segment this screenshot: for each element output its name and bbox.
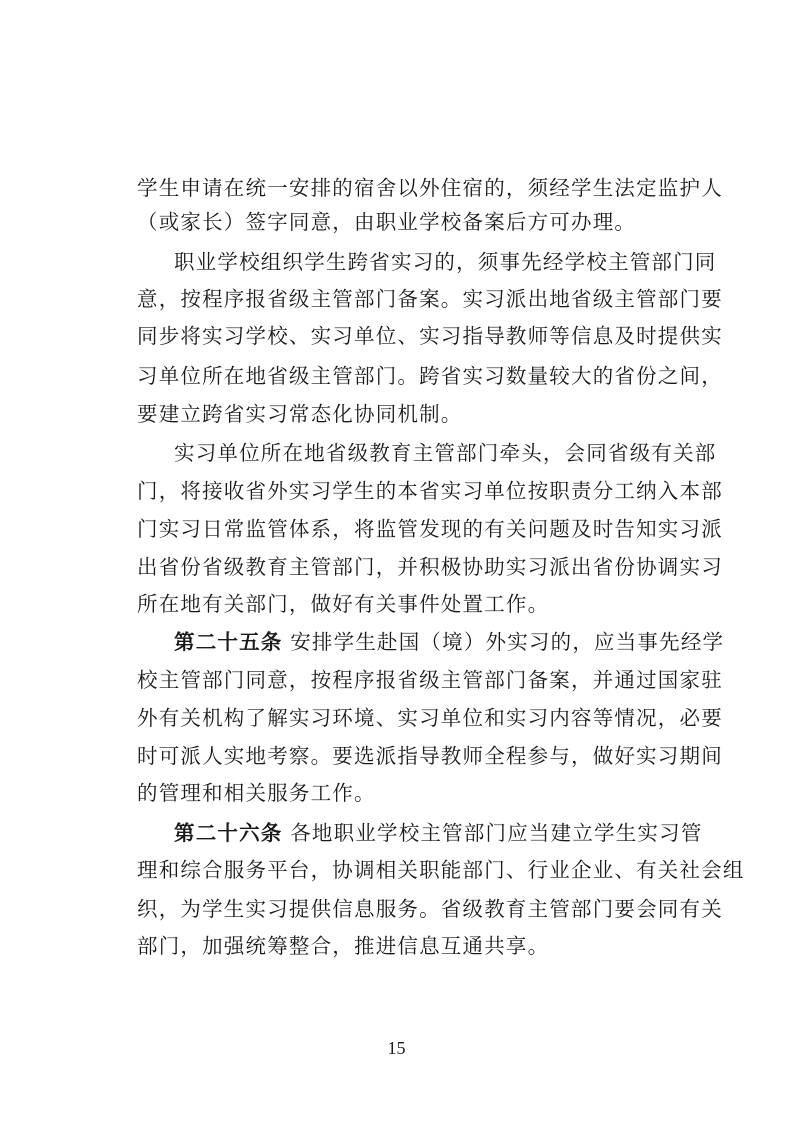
article-26-line-3: 织，为学生实习提供信息服务。省级教育主管部门要会同有关 (137, 897, 723, 921)
paragraph-3-line-3: 门实习日常监管体系，将监管发现的有关问题及时告知实习派 (137, 517, 723, 541)
article-25-heading: 第二十五条 (174, 630, 283, 654)
article-25-text: 安排学生赴国（境）外实习的，应当事先经学 (290, 630, 725, 654)
paragraph-3-line-4: 出省份省级教育主管部门，并积极协助实习派出省份协调实习 (137, 555, 723, 579)
page-number: 15 (387, 1038, 406, 1058)
article-25-line-2: 校主管部门同意，按程序报省级主管部门备案，并通过国家驻 (137, 668, 723, 692)
article-26-text: 各地职业学校主管部门应当建立学生实习管 (290, 821, 703, 845)
paragraph-2-line-3: 同步将实习学校、实习单位、实习指导教师等信息及时提供实 (137, 324, 723, 348)
article-26-line-1 (174, 821, 703, 845)
article-25-line-4: 时可派人实地考察。要选派指导教师全程参与，做好实习期间 (137, 744, 723, 768)
paragraph-3-line-1: 实习单位所在地省级教育主管部门牵头，会同省级有关部 (174, 441, 717, 465)
paragraph-1-line-2: （或家长）签字同意，由职业学校备案后方可办理。 (137, 210, 637, 234)
paragraph-3-line-2: 门，将接收省外实习学生的本省实习单位按职责分工纳入本部 (137, 479, 723, 503)
article-26-line-4: 部门，加强统筹整合，推进信息互通共享。 (137, 934, 550, 958)
paragraph-2-line-1: 职业学校组织学生跨省实习的，须事先经学校主管部门同 (174, 250, 717, 274)
paragraph-1-line-1: 学生申请在统一安排的宿舍以外住宿的，须经学生法定监护人 (137, 176, 723, 200)
article-25-line-3: 外有关机构了解实习环境、实习单位和实习内容等情况，必要 (137, 706, 723, 730)
article-26-heading: 第二十六条 (174, 821, 283, 845)
paragraph-2-line-4: 习单位所在地省级主管部门。跨省实习数量较大的省份之间， (137, 364, 723, 388)
article-25-line-1 (174, 630, 724, 654)
article-26-line-2: 理和综合服务平台，协调相关职能部门、行业企业、有关社会组 (137, 858, 745, 882)
article-25-line-5: 的管理和相关服务工作。 (137, 781, 376, 805)
paragraph-3-line-5: 所在地有关部门，做好有关事件处置工作。 (137, 592, 550, 616)
paragraph-2-line-5: 要建立跨省实习常态化协同机制。 (137, 402, 463, 426)
paragraph-2-line-2: 意，按程序报省级主管部门备案。实习派出地省级主管部门要 (137, 287, 723, 311)
